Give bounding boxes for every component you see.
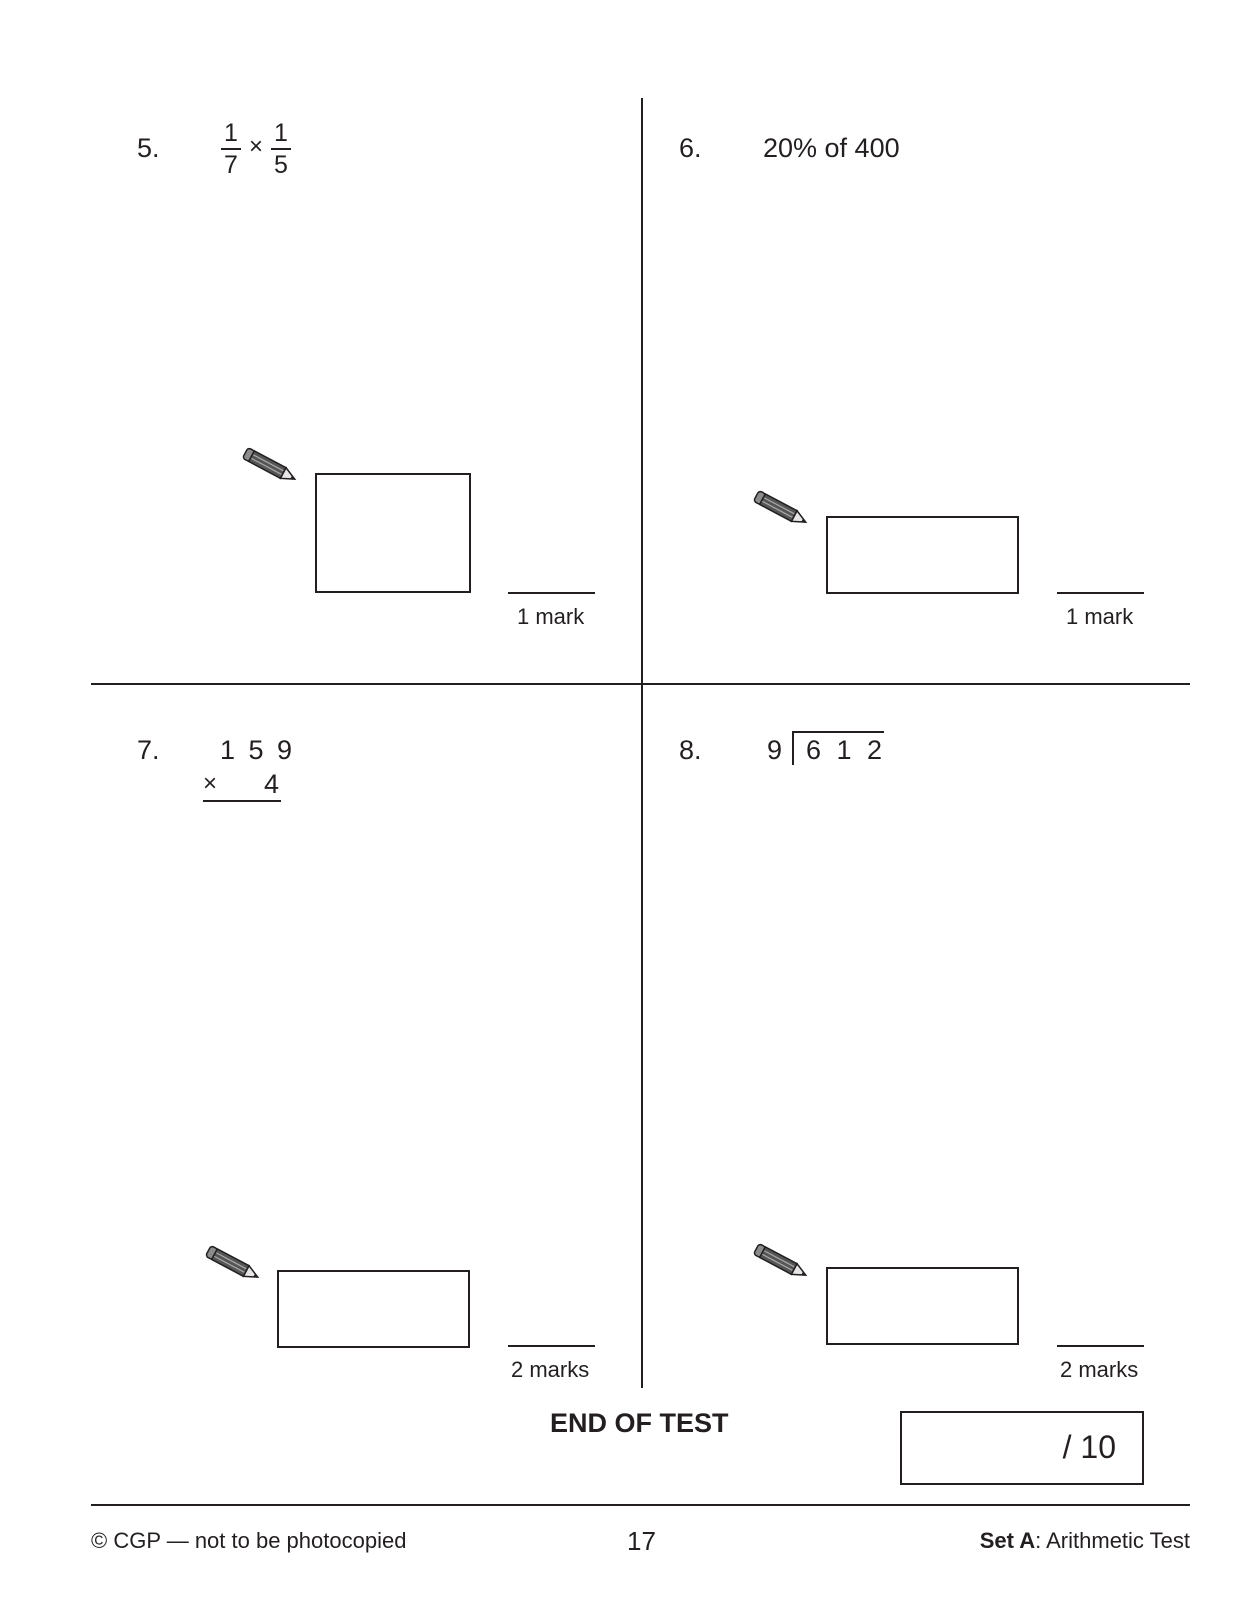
mark-line-8 (1057, 1345, 1144, 1347)
fraction-bar (271, 148, 291, 150)
total-score-box[interactable] (900, 1411, 1144, 1485)
question-5-number: 5. (137, 133, 160, 163)
answer-box-7[interactable] (277, 1270, 470, 1348)
footer-set-title (980, 1530, 1190, 1552)
multiplicand: 1 5 9 (220, 735, 296, 765)
fraction-numerator: 1 (274, 119, 288, 147)
answer-box-8[interactable] (826, 1267, 1019, 1345)
footer-copyright: © CGP — not to be photocopied (91, 1528, 407, 1553)
horizontal-divider (91, 683, 1190, 685)
mark-label-8: 2 marks (1060, 1357, 1139, 1382)
end-of-test-heading: END OF TEST (550, 1408, 729, 1438)
fraction-denominator: 5 (274, 150, 288, 179)
answer-box-6[interactable] (826, 516, 1019, 594)
footer-set-name: Set A (979, 1528, 1036, 1553)
fraction-denominator: 7 (224, 150, 238, 179)
divisor: 9 (767, 735, 783, 765)
mark-line-6 (1057, 592, 1144, 594)
pencil-icon (238, 446, 302, 486)
dividend: 6 1 2 (806, 735, 887, 765)
fraction-bar (221, 148, 241, 150)
footer-test-name: : Arithmetic Test (1035, 1528, 1190, 1553)
pencil-icon (749, 1242, 813, 1282)
page-number: 17 (627, 1526, 656, 1556)
total-score-label: / 10 (1062, 1429, 1116, 1465)
fraction-one-fifth (270, 121, 292, 178)
mark-line-5 (508, 592, 595, 594)
pencil-icon (201, 1244, 265, 1284)
multiply-sign: × (249, 133, 264, 160)
pencil-icon (749, 489, 813, 529)
mark-line-7 (508, 1345, 595, 1347)
multiplication-underline (203, 800, 281, 802)
answer-box-5[interactable] (315, 473, 471, 593)
vertical-divider (641, 98, 643, 1388)
question-8-number: 8. (679, 735, 702, 765)
fraction-numerator: 1 (224, 119, 238, 147)
question-7-number: 7. (137, 735, 160, 765)
mark-label-7: 2 marks (511, 1357, 590, 1382)
mark-label-6: 1 mark (1066, 604, 1134, 629)
question-6-text: 20% of 400 (763, 133, 900, 163)
multiply-sign: × (203, 770, 218, 797)
mark-label-5: 1 mark (517, 604, 585, 629)
multiplier: 4 (264, 769, 283, 799)
fraction-one-seventh (220, 121, 242, 178)
footer-divider (91, 1504, 1190, 1506)
question-6-number: 6. (679, 133, 702, 163)
